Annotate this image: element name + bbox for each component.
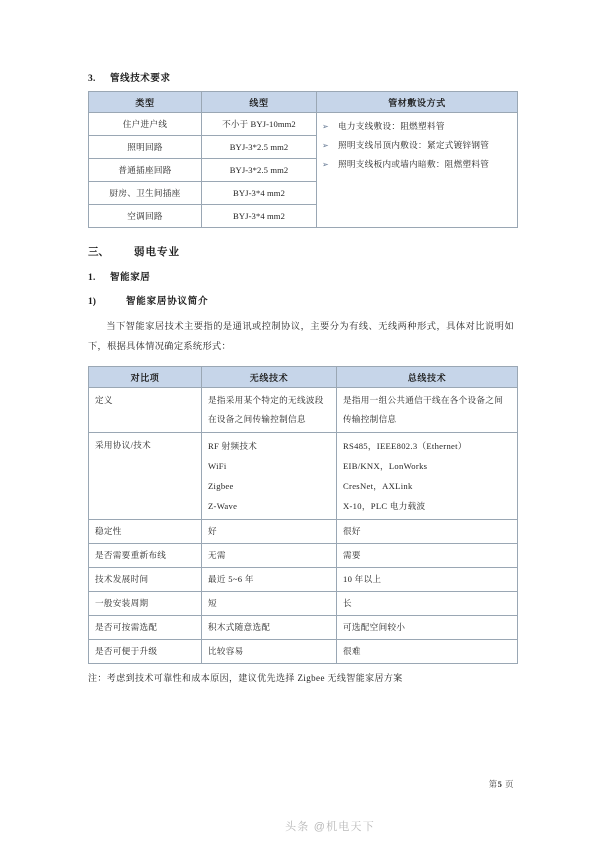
list-item: X-10，PLC 电力载波 [343, 501, 426, 511]
page-number-value: 5 [497, 779, 503, 789]
cell-comparison-item: 采用协议/技术 [89, 433, 202, 520]
cell-bus: 是指用一组公共通信干线在各个设备之间传输控制信息 [337, 388, 518, 433]
cell-bus: 可选配空间较小 [337, 616, 518, 640]
arrow-bullet-icon: ➢ [322, 122, 330, 131]
cell-wireless: 无需 [202, 544, 337, 568]
bullet-item [322, 136, 512, 155]
cell-comparison-item: 技术发展时间 [89, 568, 202, 592]
heading-smart-home-text: 智能家居 [110, 273, 151, 283]
cell-comparison-item: 是否需要重新布线 [89, 544, 202, 568]
arrow-bullet-icon: ➢ [322, 160, 330, 169]
cell-comparison-item: 一般安装周期 [89, 592, 202, 616]
column-header-wire: 线型 [202, 92, 317, 113]
technology-comparison-table [88, 366, 518, 664]
list-item: RF 射频技术 [208, 441, 258, 451]
heading-smart-home [88, 269, 514, 283]
heading-pipe-requirements-number: 3. [88, 74, 96, 84]
table-row [89, 640, 518, 664]
cell-bus: 长 [337, 592, 518, 616]
cell-comparison-item: 稳定性 [89, 520, 202, 544]
list-item: Zigbee [208, 481, 234, 491]
heading-smart-home-number: 1. [88, 273, 96, 283]
bullet-item [322, 155, 512, 174]
table-row [89, 544, 518, 568]
pipe-requirements-table [88, 91, 518, 228]
wireless-protocol-list [208, 436, 330, 516]
page-number-footer [88, 778, 514, 790]
table-row [89, 388, 518, 433]
cell-wire: BYJ-3*2.5 mm2 [202, 159, 317, 182]
heading-protocol-intro-text: 智能家居协议简介 [126, 297, 209, 307]
cell-type: 空调回路 [89, 205, 202, 228]
cell-wire: BYJ-3*4 mm2 [202, 205, 317, 228]
cell-type: 住户进户线 [89, 113, 202, 136]
heading-pipe-requirements-text: 管线技术要求 [110, 74, 171, 84]
cell-wireless [202, 433, 337, 520]
cell-wireless: 积木式随意选配 [202, 616, 337, 640]
cell-wire: BYJ-3*4 mm2 [202, 182, 317, 205]
watermark-text: 头条 @机电天下 [285, 821, 375, 833]
cell-bus [337, 433, 518, 520]
bullet-text: 照明支线板内或墙内暗敷：阻燃塑料管 [338, 159, 490, 169]
heading-section-three-number: 三、 [88, 247, 109, 258]
heading-section-three-text: 弱电专业 [134, 247, 180, 258]
cell-wire: BYJ-3*2.5 mm2 [202, 136, 317, 159]
list-item: WiFi [208, 461, 227, 471]
page-label-prefix: 第 [488, 779, 498, 789]
cell-bus: 很难 [337, 640, 518, 664]
bullet-item [322, 117, 512, 136]
bus-protocol-list [343, 436, 511, 516]
cell-wireless: 好 [202, 520, 337, 544]
cell-wireless: 最近 5~6 年 [202, 568, 337, 592]
column-header-type: 类型 [89, 92, 202, 113]
column-header-comparison-item: 对比项 [89, 367, 202, 388]
list-item: Z-Wave [208, 501, 238, 511]
table-row [89, 113, 518, 136]
table-header-row [89, 367, 518, 388]
table-row [89, 592, 518, 616]
cell-type: 厨房、卫生间插座 [89, 182, 202, 205]
intro-paragraph: 当下智能家居技术主要指的是通讯或控制协议，主要分为有线、无线两种形式，具体对比说明如下，根据具体情况确定系统形式： [88, 321, 514, 351]
table-row [89, 568, 518, 592]
cell-comparison-item: 是否可便于升级 [89, 640, 202, 664]
arrow-bullet-icon: ➢ [322, 141, 330, 150]
table-note: 注：考虑到技术可靠性和成本原因，建议优先选择 Zigbee 无线智能家居方案 [88, 673, 403, 683]
cell-bus: 需要 [337, 544, 518, 568]
list-item: CresNet，AXLink [343, 481, 413, 491]
column-header-wireless: 无线技术 [202, 367, 337, 388]
heading-protocol-intro [88, 293, 514, 307]
page-label-suffix: 页 [504, 779, 514, 789]
heading-pipe-requirements [88, 70, 514, 84]
list-item: RS485，IEEE802.3（Ethernet） [343, 441, 467, 451]
table-row [89, 433, 518, 520]
cell-wire: 不小于 BYJ-10mm2 [202, 113, 317, 136]
cell-comparison-item: 是否可按需选配 [89, 616, 202, 640]
cell-comparison-item: 定义 [89, 388, 202, 433]
cell-bus: 很好 [337, 520, 518, 544]
document-content [88, 70, 514, 687]
table-row [89, 616, 518, 640]
heading-section-three [88, 244, 514, 259]
cell-type: 普通插座回路 [89, 159, 202, 182]
cell-wireless: 是指采用某个特定的无线波段在设备之间传输控制信息 [202, 388, 337, 433]
table-row [89, 520, 518, 544]
bullet-text: 电力支线敷设：阻燃塑料管 [338, 121, 445, 131]
cell-wireless: 比较容易 [202, 640, 337, 664]
table-header-row [89, 92, 518, 113]
bullet-text: 照明支线吊顶内敷设：紧定式镀锌钢管 [338, 140, 490, 150]
cell-conduit-bullets [317, 113, 518, 228]
cell-type: 照明回路 [89, 136, 202, 159]
list-item: EIB/KNX，LonWorks [343, 461, 428, 471]
cell-bus: 10 年以上 [337, 568, 518, 592]
column-header-conduit: 管材敷设方式 [317, 92, 518, 113]
column-header-bus: 总线技术 [337, 367, 518, 388]
cell-wireless: 短 [202, 592, 337, 616]
heading-protocol-intro-number: 1) [88, 297, 96, 307]
watermark-bar [0, 818, 600, 834]
